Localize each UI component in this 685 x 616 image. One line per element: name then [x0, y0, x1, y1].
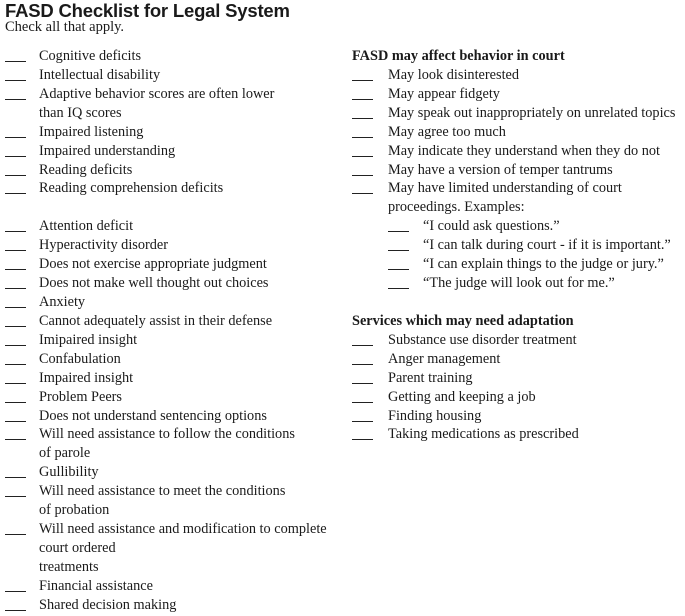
checklist-item — [5, 350, 345, 369]
instructions: Check all that apply. — [5, 19, 125, 35]
checklist-item-continuation — [5, 539, 345, 558]
checklist-item-label: May speak out inappropriately on unrelated topics — [388, 104, 676, 121]
right-checklist-column — [352, 47, 685, 444]
checklist-item-label: Cannot adequately assist in their defense — [39, 312, 273, 329]
checklist-subitem-label: “I could ask questions.” — [423, 218, 560, 235]
checkbox-blank[interactable] — [5, 269, 26, 270]
checklist-item — [352, 104, 685, 123]
checklist-subitem — [352, 217, 685, 236]
checklist-item — [5, 66, 345, 85]
checklist-item-label: May look disinterested — [388, 66, 520, 83]
checklist-item-label: Cognitive deficits — [39, 48, 142, 64]
checklist-item — [352, 161, 685, 180]
checklist-item-continuation — [352, 198, 685, 217]
checklist-subitem-label: “I can talk during court - if it is important.” — [423, 237, 671, 254]
checkbox-blank[interactable] — [352, 80, 373, 81]
checklist-item-label: Gullibility — [39, 464, 99, 481]
checkbox-blank[interactable] — [5, 477, 26, 478]
checkbox-blank[interactable] — [5, 439, 26, 440]
checklist-item — [5, 425, 345, 444]
checklist-item-label: Impaired understanding — [39, 142, 176, 159]
checkbox-blank[interactable] — [5, 496, 26, 497]
checklist-item-label: Problem Peers — [39, 388, 122, 405]
checkbox-blank[interactable] — [352, 137, 373, 138]
checklist-item — [5, 312, 345, 331]
checkbox-blank[interactable] — [5, 326, 26, 327]
checkbox-blank[interactable] — [5, 610, 26, 611]
checkbox-blank[interactable] — [5, 156, 26, 157]
checklist-item — [5, 520, 345, 539]
checklist-item-label: Getting and keeping a job — [388, 388, 536, 405]
checklist-item-label: Shared decision making — [39, 596, 177, 613]
section-spacer — [352, 293, 685, 312]
checklist-item — [5, 217, 345, 236]
checklist-item-label: Imipaired insight — [39, 331, 138, 348]
checklist-subitem — [352, 236, 685, 255]
checkbox-blank[interactable] — [5, 175, 26, 176]
checklist-item — [5, 123, 345, 142]
checkbox-blank[interactable] — [5, 383, 26, 384]
checklist-item-label: Does not exercise appropriate judgment — [39, 256, 267, 273]
checklist-item-label: Taking medications as prescribed — [388, 426, 579, 443]
checklist-item — [352, 350, 685, 369]
checklist-item — [5, 274, 345, 293]
checklist-item — [352, 142, 685, 161]
page-title: FASD Checklist for Legal System — [5, 0, 290, 21]
checkbox-blank[interactable] — [5, 80, 26, 81]
checklist-subitem-label: “I can explain things to the judge or jury.” — [423, 256, 664, 273]
checklist-item — [352, 85, 685, 104]
checklist-item-label: May have a version of temper tantrums — [388, 161, 613, 178]
checklist-item-label: treatments — [39, 558, 99, 575]
checkbox-blank[interactable] — [352, 345, 373, 346]
checklist-item — [352, 331, 685, 350]
checkbox-blank[interactable] — [388, 288, 409, 289]
checkbox-blank[interactable] — [5, 402, 26, 403]
checklist-item-label: Anxiety — [39, 293, 86, 310]
checklist-item-label: May have limited understanding of court — [388, 180, 622, 197]
checklist-item-label: Hyperactivity disorder — [39, 237, 169, 254]
checkbox-blank[interactable] — [5, 193, 26, 194]
checklist-item — [5, 85, 345, 104]
group-spacer — [5, 198, 345, 217]
checklist-item-label: Does not understand sentencing options — [39, 407, 267, 424]
checklist-item-label: Does not make well thought out choices — [39, 275, 269, 292]
section-heading: Services which may need adaptation — [352, 312, 574, 329]
checklist-item-label: court ordered — [39, 539, 116, 556]
checklist-item-label: May appear fidgety — [388, 85, 500, 102]
checklist-item — [5, 463, 345, 482]
checklist-item — [352, 369, 685, 388]
checkbox-blank[interactable] — [352, 156, 373, 157]
checklist-subitem-label: “The judge will look out for me.” — [423, 275, 615, 292]
checklist-item — [352, 66, 685, 85]
checklist-item-label: Parent training — [388, 369, 473, 386]
checkbox-blank[interactable] — [352, 439, 373, 440]
checklist-item-label: Will need assistance to meet the conditions — [39, 483, 286, 500]
checkbox-blank[interactable] — [5, 288, 26, 289]
checklist-item-label: Financial assistance — [39, 577, 153, 594]
left-checklist-column — [5, 47, 345, 615]
checkbox-blank[interactable] — [5, 364, 26, 365]
checklist-item — [5, 47, 345, 66]
checklist-item-label: Finding housing — [388, 407, 482, 424]
checkbox-blank[interactable] — [5, 250, 26, 251]
checklist-item-continuation — [5, 104, 345, 123]
checkbox-blank[interactable] — [388, 231, 409, 232]
checklist-item — [352, 123, 685, 142]
checklist-item — [5, 142, 345, 161]
checkbox-blank[interactable] — [352, 383, 373, 384]
checklist-item — [5, 293, 345, 312]
checklist-item-label: Reading deficits — [39, 161, 133, 178]
checklist-subitem — [352, 255, 685, 274]
checkbox-blank[interactable] — [352, 402, 373, 403]
checklist-item — [5, 236, 345, 255]
checkbox-blank[interactable] — [352, 421, 373, 422]
checklist-subitem — [352, 274, 685, 293]
checkbox-blank[interactable] — [5, 61, 26, 62]
checkbox-blank[interactable] — [352, 99, 373, 100]
checklist-item — [5, 596, 345, 615]
checklist-item — [352, 388, 685, 407]
checkbox-blank[interactable] — [5, 231, 26, 232]
checkbox-blank[interactable] — [5, 534, 26, 535]
checkbox-blank[interactable] — [352, 175, 373, 176]
checkbox-blank[interactable] — [352, 364, 373, 365]
checklist-item — [5, 369, 345, 388]
checklist-item — [5, 407, 345, 426]
checkbox-blank[interactable] — [5, 421, 26, 422]
checklist-item-label: of parole — [39, 445, 91, 462]
checklist-item-continuation — [5, 444, 345, 463]
checkbox-blank[interactable] — [5, 591, 26, 592]
checklist-item-label: Confabulation — [39, 350, 121, 367]
checkbox-blank[interactable] — [5, 345, 26, 346]
checkbox-blank[interactable] — [5, 307, 26, 308]
checklist-item — [5, 161, 345, 180]
checklist-item-label: Intellectual disability — [39, 66, 161, 83]
checkbox-blank[interactable] — [352, 193, 373, 194]
checklist-item — [5, 179, 345, 198]
checkbox-blank[interactable] — [388, 269, 409, 270]
checklist-item-label: of probation — [39, 502, 110, 519]
checklist-item-continuation — [5, 501, 345, 520]
checkbox-blank[interactable] — [5, 99, 26, 100]
checklist-item-label: than IQ scores — [39, 104, 122, 121]
checklist-item — [352, 179, 685, 198]
checkbox-blank[interactable] — [388, 250, 409, 251]
checklist-item-label: Will need assistance to follow the conditions — [39, 426, 295, 443]
checklist-item-label: Substance use disorder treatment — [388, 331, 577, 348]
checklist-item-label: Attention deficit — [39, 218, 134, 235]
checklist-item — [5, 482, 345, 501]
checklist-item-label: Impaired insight — [39, 369, 134, 386]
checkbox-blank[interactable] — [352, 118, 373, 119]
checklist-item — [352, 407, 685, 426]
checklist-item-label: Anger management — [388, 350, 501, 367]
checklist-item-label: Will need assistance and modification to complete — [39, 521, 327, 538]
checklist-item — [5, 577, 345, 596]
checklist-item — [5, 255, 345, 274]
section-heading: FASD may affect behavior in court — [352, 48, 565, 64]
checklist-item-label: May indicate they understand when they do not — [388, 142, 660, 159]
checklist-item-label: Adaptive behavior scores are often lower — [39, 85, 275, 102]
checklist-item — [5, 331, 345, 350]
checklist-item-label: proceedings. Examples: — [388, 199, 525, 216]
checklist-item — [5, 388, 345, 407]
checklist-item — [352, 425, 685, 444]
checklist-item-label: May agree too much — [388, 123, 506, 140]
checklist-item-label: Impaired listening — [39, 123, 144, 140]
checklist-item-continuation — [5, 558, 345, 577]
checkbox-blank[interactable] — [5, 137, 26, 138]
checklist-item-label: Reading comprehension deficits — [39, 180, 224, 197]
